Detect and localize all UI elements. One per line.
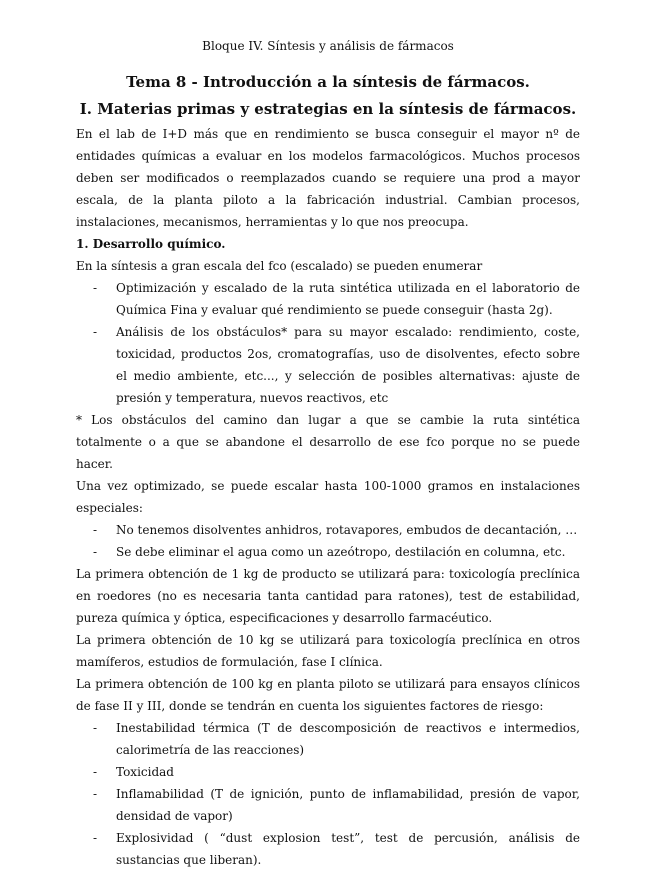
section-heading-desarrollo: 1. Desarrollo químico.: [76, 237, 226, 251]
dash-bullet: -: [93, 325, 98, 339]
running-header: Bloque IV. Síntesis y análisis de fármacos: [202, 39, 454, 53]
dash-bullet: -: [93, 765, 98, 779]
dash-bullet: -: [93, 721, 98, 735]
list-item: [76, 277, 580, 321]
list-item-text: Explosividad ( “dust explosion test”, test de percusión, análisis de sustancias que liberan).: [116, 831, 580, 867]
paragraph-enumerar: En la síntesis a gran escala del fco (escalado) se pueden enumerar: [76, 259, 483, 273]
dash-bullet: -: [93, 831, 98, 845]
list-item: [76, 761, 580, 783]
paragraph-1kg: La primera obtención de 1 kg de producto se utilizará para: toxicología preclínica en roedores (no es necesaria tanta cantidad para ratones), test de estabilidad, pureza química y óptica, especificaciones y desarrollo farmacéutico.: [76, 567, 580, 625]
footnote-paragraph: * Los obstáculos del camino dan lugar a que se cambie la ruta sintética totalmente o a que se abandone el desarrollo de ese fco porque no se puede hacer.: [76, 413, 580, 471]
list-instalaciones: [76, 519, 580, 563]
dash-bullet: -: [93, 545, 98, 559]
list-item: [76, 783, 580, 827]
paragraph-optimizado: Una vez optimizado, se puede escalar hasta 100-1000 gramos en instalaciones especiales:: [76, 479, 580, 515]
page-subtitle: I. Materias primas y estrategias en la síntesis de fármacos.: [79, 100, 577, 118]
paragraph-10kg: La primera obtención de 10 kg se utilizará para toxicología preclínica en otros mamíferos, estudios de formulación, fase I clínica.: [76, 633, 580, 669]
list-item-text: Toxicidad: [116, 765, 174, 779]
list-item: [76, 321, 580, 409]
dash-bullet: -: [93, 523, 98, 537]
list-item-text: No tenemos disolventes anhidros, rotavapores, embudos de decantación, …: [116, 523, 578, 537]
list-item-text: Inestabilidad térmica (T de descomposición de reactivos e intermedios, calorimetría de las reacciones): [116, 721, 580, 757]
list-item: [76, 541, 580, 563]
dash-bullet: -: [93, 787, 98, 801]
page-title: Tema 8 - Introducción a la síntesis de fármacos.: [126, 73, 530, 91]
list-item: [76, 827, 580, 871]
list-item: [76, 519, 580, 541]
list-item: [76, 717, 580, 761]
list-item-text: Inflamabilidad (T de ignición, punto de inflamabilidad, presión de vapor, densidad de vapor): [116, 787, 580, 823]
list-escalado: [76, 277, 580, 409]
intro-paragraph: En el lab de I+D más que en rendimiento se busca conseguir el mayor nº de entidades químicas a evaluar en los modelos farmacológicos. Muchos procesos deben ser modificados o reemplazados cuando se requiere una prod a mayor escala, de la planta piloto a la fabricación industrial. Cambian procesos, instalaciones, mecanismos, herramientas y lo que nos preocupa.: [76, 127, 580, 229]
list-item-text: Análisis de los obstáculos* para su mayor escalado: rendimiento, coste, toxicidad, productos 2os, cromatografías, uso de disolventes, efecto sobre el medio ambiente, etc..., y selección de posibles alternativas: ajuste de presión y temperatura, nuevos reactivos, etc: [116, 325, 580, 405]
dash-bullet: -: [93, 281, 98, 295]
list-item-text: Se debe eliminar el agua como un azeótropo, destilación en columna, etc.: [116, 545, 566, 559]
paragraph-100kg: La primera obtención de 100 kg en planta piloto se utilizará para ensayos clínicos de fase II y III, donde se tendrán en cuenta los siguientes factores de riesgo:: [76, 677, 580, 713]
list-item-text: Optimización y escalado de la ruta sintética utilizada en el laboratorio de Química Fina y evaluar qué rendimiento se puede conseguir (hasta 2g).: [116, 281, 580, 317]
